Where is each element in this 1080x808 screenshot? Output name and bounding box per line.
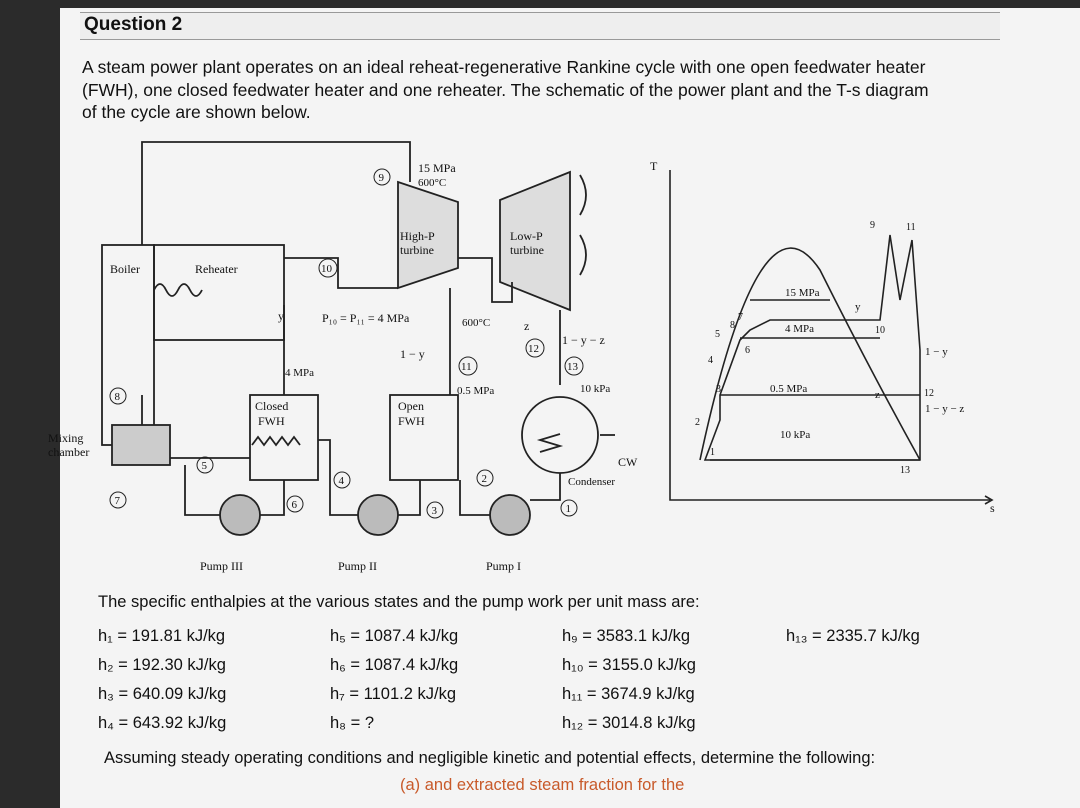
state-12 xyxy=(526,339,544,357)
pump-3-label: Pump III xyxy=(200,559,243,573)
state-3 xyxy=(427,502,443,518)
ts-p15-label: 15 MPa xyxy=(785,287,820,299)
ts-p4-label: 4 MPa xyxy=(785,323,815,335)
reheater-box xyxy=(154,245,284,340)
ts-y-label: y xyxy=(855,301,861,313)
pump-2-shape xyxy=(358,495,398,535)
svg-text:9: 9 xyxy=(378,172,384,184)
enthalpy-h8: h₈ = ? xyxy=(330,714,374,732)
svg-text:13: 13 xyxy=(567,361,578,373)
svg-text:3: 3 xyxy=(716,384,721,395)
enthalpy-h9: h₉ = 3583.1 kJ/kg xyxy=(562,627,691,645)
condenser-pressure: 10 kPa xyxy=(580,383,611,395)
ts-1-y-z-label: 1 − y − z xyxy=(925,403,965,415)
enthalpy-h11: h₁₁ = 3674.9 kJ/kg xyxy=(562,685,695,703)
svg-text:6: 6 xyxy=(745,345,750,356)
pump-1-shape xyxy=(490,495,530,535)
open-fwh-label-1: Open xyxy=(398,399,424,413)
svg-text:1: 1 xyxy=(565,503,571,515)
ts-t-label: T xyxy=(650,159,658,173)
svg-text:8: 8 xyxy=(730,320,735,331)
svg-text:12: 12 xyxy=(528,343,539,355)
enthalpy-h7: h₇ = 1101.2 kJ/kg xyxy=(330,685,456,703)
svg-text:5: 5 xyxy=(715,329,720,340)
state-13 xyxy=(565,357,583,375)
cw-label: CW xyxy=(618,455,638,469)
lp-turbine-label-1: Low-P xyxy=(510,229,543,243)
intro-line-1: A steam power plant operates on an ideal reheat-regenerative Rankine cycle with one open feedwater heater xyxy=(82,57,926,77)
ts-cycle-path xyxy=(705,235,920,460)
svg-text:4: 4 xyxy=(708,355,713,366)
svg-text:10: 10 xyxy=(875,325,885,336)
fraction-y-label: y xyxy=(278,309,284,323)
hp-inlet-temperature: 600°C xyxy=(418,177,447,189)
ts-z-label: z xyxy=(875,389,880,401)
svg-text:8: 8 xyxy=(114,391,120,403)
svg-text:1: 1 xyxy=(710,447,715,458)
question-header-bar xyxy=(80,12,1000,40)
fraction-z-label: z xyxy=(524,319,530,333)
state-8 xyxy=(110,388,126,404)
fraction-1-y-z-label: 1 − y − z xyxy=(562,333,605,347)
condenser-label: Condenser xyxy=(568,476,616,488)
open-fwh-pressure: 0.5 MPa xyxy=(457,385,495,397)
svg-text:5: 5 xyxy=(201,460,207,472)
condenser-shape xyxy=(522,397,598,473)
svg-text:7: 7 xyxy=(114,495,120,507)
svg-text:11: 11 xyxy=(461,361,472,373)
reheat-temperature: 600°C xyxy=(462,317,491,329)
reheat-pressure: P₁₀ = P₁₁ = 4 MPa xyxy=(322,311,410,325)
pump-1-label: Pump I xyxy=(486,559,522,573)
state-1 xyxy=(561,500,577,516)
plant-schematic xyxy=(102,142,615,535)
hp-turbine-label-1: High-P xyxy=(400,229,435,243)
svg-text:6: 6 xyxy=(291,499,297,511)
question-title: Question 2 xyxy=(84,14,183,35)
mixing-chamber-label-2: chamber xyxy=(48,445,90,459)
closed-fwh-label-1: Closed xyxy=(255,399,289,413)
closed-fwh-pressure: 4 MPa xyxy=(285,367,315,379)
reheater-label: Reheater xyxy=(195,262,238,276)
svg-text:2: 2 xyxy=(481,473,487,485)
svg-text:2: 2 xyxy=(695,417,700,428)
enthalpy-h10: h₁₀ = 3155.0 kJ/kg xyxy=(562,656,696,674)
pump-2-label: Pump II xyxy=(338,559,377,573)
enthalpy-h4: h₄ = 643.92 kJ/kg xyxy=(98,714,227,732)
hp-inlet-pressure: 15 MPa xyxy=(418,161,456,175)
intro-line-2: (FWH), one closed feedwater heater and one reheater. The schematic of the power plant and the T-s diagram xyxy=(82,79,929,100)
fraction-1-y-label: 1 − y xyxy=(400,347,425,361)
svg-text:9: 9 xyxy=(870,220,875,231)
condenser-coil xyxy=(540,434,560,452)
cutoff-text: (a) and extracted steam fraction for the xyxy=(400,776,685,794)
state-11 xyxy=(459,357,477,375)
closed-fwh-label-2: FWH xyxy=(258,414,285,428)
state-4 xyxy=(334,472,350,488)
state-9 xyxy=(374,169,390,185)
svg-text:12: 12 xyxy=(924,388,934,399)
enthalpy-h12: h₁₂ = 3014.8 kJ/kg xyxy=(562,714,696,732)
enthalpy-h5: h₅ = 1087.4 kJ/kg xyxy=(330,627,459,645)
svg-text:11: 11 xyxy=(906,222,916,233)
enthalpy-h13: h₁₃ = 2335.7 kJ/kg xyxy=(786,627,920,645)
ts-p05-label: 0.5 MPa xyxy=(770,383,808,395)
closed-fwh-coil xyxy=(252,437,300,445)
state-10 xyxy=(319,259,337,277)
reheater-coil xyxy=(154,284,202,296)
state-6 xyxy=(287,496,303,512)
state-7 xyxy=(110,492,126,508)
enthalpy-h6: h₆ = 1087.4 kJ/kg xyxy=(330,656,459,674)
svg-text:7: 7 xyxy=(738,312,743,323)
question-intro xyxy=(82,56,1012,124)
svg-text:3: 3 xyxy=(431,505,437,517)
hp-turbine-label-2: turbine xyxy=(400,243,434,257)
mixing-chamber-label-1: Mixing xyxy=(48,431,84,445)
enthalpy-h3: h₃ = 640.09 kJ/kg xyxy=(98,685,227,703)
svg-text:13: 13 xyxy=(900,465,910,476)
enthalpy-description: The specific enthalpies at the various states and the pump work per unit mass are: xyxy=(98,593,700,611)
intro-line-3: of the cycle are shown below. xyxy=(82,102,311,122)
enthalpy-h1: h₁ = 191.81 kJ/kg xyxy=(98,627,226,645)
enthalpy-h2: h₂ = 192.30 kJ/kg xyxy=(98,656,226,674)
open-fwh-label-2: FWH xyxy=(398,414,425,428)
cycle-figure xyxy=(40,140,1040,590)
assumption-text: Assuming steady operating conditions and negligible kinetic and potential effects, determine the following: xyxy=(104,749,876,767)
state-5 xyxy=(197,457,213,473)
ts-p10k-label: 10 kPa xyxy=(780,429,811,441)
ts-state-labels xyxy=(695,220,934,476)
boiler-label: Boiler xyxy=(110,262,140,276)
ts-1-y-label: 1 − y xyxy=(925,346,948,358)
svg-text:10: 10 xyxy=(321,263,332,275)
pump-3-shape xyxy=(220,495,260,535)
ts-s-label: s xyxy=(990,501,995,515)
lp-turbine-label-2: turbine xyxy=(510,243,544,257)
mixing-chamber-box xyxy=(112,425,170,465)
state-2 xyxy=(477,470,493,486)
svg-text:4: 4 xyxy=(338,475,344,487)
